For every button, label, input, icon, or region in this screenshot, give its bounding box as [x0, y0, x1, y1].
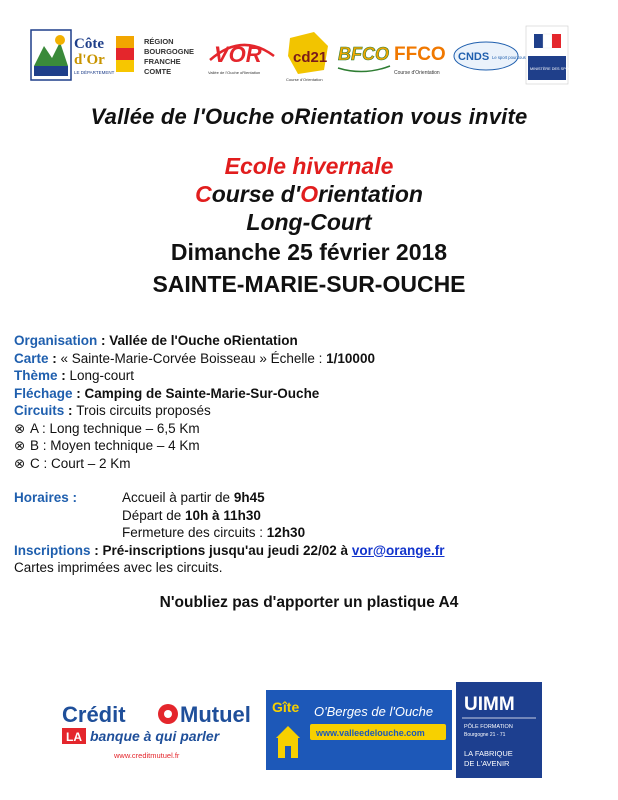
headline-course-o: O	[300, 181, 319, 207]
carte-value: « Sainte-Marie-Corvée Boisseau » Échelle :	[60, 350, 327, 366]
headline-ecole: Ecole hivernale	[224, 153, 394, 179]
cote-dor-line1: Côte	[74, 36, 104, 52]
headline-course-c: C	[195, 181, 212, 207]
flechage-value: Camping de Sainte-Marie-Sur-Ouche	[84, 385, 320, 401]
inscriptions-value: Pré-inscriptions jusqu'au jeudi 22/02 à	[102, 542, 352, 558]
cnds-logo	[452, 26, 526, 84]
cd21-sub: Course d'Orientation	[286, 77, 323, 82]
ffco-text: FFCO	[394, 44, 446, 65]
credit-mutuel-url: www.creditmutuel.fr	[114, 751, 180, 760]
circuit-item-b	[14, 437, 604, 455]
fermeture-time: 12h30	[266, 525, 306, 540]
region-bfc-logo	[116, 26, 202, 84]
vor-logo	[204, 26, 280, 84]
circuit-b-text: B : Moyen technique – 4 Km	[30, 438, 200, 453]
detail-circuits	[14, 402, 604, 420]
detail-flechage	[14, 385, 604, 403]
cd21-logo	[284, 26, 334, 84]
uimm-line2: Bourgogne 21 - 71	[464, 732, 506, 738]
headline-course-a: ourse d'	[211, 181, 301, 207]
headline-course-b: rientation	[318, 181, 423, 207]
gite-obergues-logo	[266, 690, 452, 770]
ministere-logo	[526, 26, 577, 84]
credit-mutuel-name2: Mutuel	[180, 702, 251, 727]
detail-fermeture	[14, 524, 604, 542]
uimm-line1: PÔLE FORMATION	[464, 724, 513, 730]
circuit-item-a	[14, 420, 604, 438]
inscriptions-label: Inscriptions	[14, 542, 91, 558]
circuits-label: Circuits	[14, 403, 65, 418]
detail-inscriptions	[14, 542, 604, 560]
credit-mutuel-la: LA	[66, 730, 82, 744]
cnds-text: CNDS	[458, 51, 490, 63]
ffco-sub: Course d'Orientation	[394, 70, 440, 76]
circuit-c-text: C : Court – 2 Km	[30, 455, 131, 471]
organisation-value: Vallée de l'Ouche oRientation	[109, 333, 298, 348]
circuit-a-bullet-icon: ⊗	[14, 420, 26, 436]
detail-cartes: Cartes imprimées avec les circuits.	[14, 560, 223, 575]
circuits-value: Trois circuits proposés	[76, 403, 211, 418]
region-line2: BOURGOGNE	[144, 47, 195, 56]
headline-date: Dimanche 25 février 2018	[170, 239, 448, 265]
event-details	[14, 332, 604, 577]
vor-text: VOR	[214, 42, 262, 67]
cote-dor-sub: LE DÉPARTEMENT	[74, 70, 115, 75]
credit-mutuel-emblem-icon	[158, 704, 178, 724]
depart-time: 10h à 11h30	[185, 507, 261, 523]
reminder-line: N'oubliez pas d'apporter un plastique A4	[159, 594, 459, 611]
horaires-label: Horaires :	[14, 490, 78, 505]
region-line4: COMTE	[144, 67, 172, 76]
gite-label: Gîte	[272, 699, 300, 715]
fermeture-text: Fermeture des circuits :	[122, 525, 267, 540]
detail-depart	[14, 507, 604, 525]
bfco-logo	[336, 26, 392, 84]
flechage-sep: :	[72, 385, 85, 401]
region-line3: FRANCHE	[144, 57, 181, 66]
cd21-text: cd21	[293, 49, 328, 66]
circuit-item-c	[14, 455, 604, 473]
circuit-b-bullet-icon: ⊗	[14, 438, 26, 453]
detail-horaires	[14, 489, 604, 507]
depart-text: Départ de	[122, 507, 186, 523]
cote-dor-line2: d'Or	[74, 52, 105, 68]
headline-course	[0, 181, 618, 207]
cote-dor-logo	[30, 26, 114, 84]
uimm-logo	[456, 682, 542, 778]
carte-scale: 1/10000	[326, 350, 375, 366]
uimm-line3: LA FABRIQUE	[464, 749, 513, 758]
vor-sub: Vallée de l'Ouche oRientation	[208, 70, 261, 75]
accueil-time: 9h45	[233, 490, 265, 505]
theme-sep: :	[57, 368, 70, 383]
spacer	[14, 472, 604, 489]
detail-theme	[14, 367, 604, 385]
ffco-logo	[392, 26, 452, 84]
invite-line: Vallée de l'Ouche oRientation vous invite	[90, 104, 528, 129]
organisation-sep: :	[97, 333, 110, 348]
headline-place: SAINTE-MARIE-SUR-OUCHE	[152, 271, 466, 297]
credit-mutuel-name: Crédit	[62, 702, 126, 727]
flechage-label: Fléchage	[14, 385, 73, 401]
bfco-text: BFCO	[338, 44, 389, 64]
credit-mutuel-logo	[60, 694, 260, 766]
gite-url: www.valleedelouche.com	[316, 728, 425, 738]
organisation-label: Organisation	[14, 333, 98, 348]
circuit-a-text: A : Long technique – 6,5 Km	[30, 420, 200, 436]
uimm-line4: DE L'AVENIR	[464, 759, 510, 768]
credit-mutuel-tagline: banque à qui parler	[90, 728, 220, 744]
cnds-sub: Le sport pour tous	[492, 55, 526, 60]
gite-name: O'Berges de l'Ouche	[314, 704, 434, 719]
headline-long-court: Long-Court	[246, 209, 372, 235]
accueil-text: Accueil à partir de	[122, 490, 234, 505]
carte-label: Carte	[14, 350, 49, 366]
theme-value: Long-court	[69, 368, 135, 383]
ministere-text: MINISTÈRE DES SPORTS	[530, 67, 577, 71]
email-link[interactable]: vor@orange.fr	[351, 542, 445, 558]
detail-carte	[14, 350, 604, 368]
detail-organisation	[14, 332, 604, 350]
circuit-c-bullet-icon: ⊗	[14, 455, 26, 471]
uimm-name: UIMM	[464, 694, 515, 715]
theme-label: Thème	[14, 368, 58, 383]
partner-logos	[0, 26, 618, 86]
inscriptions-sep: :	[90, 542, 103, 558]
carte-sep: :	[48, 350, 61, 366]
circuits-sep: :	[64, 403, 77, 418]
region-line1: RÉGION	[144, 37, 174, 46]
